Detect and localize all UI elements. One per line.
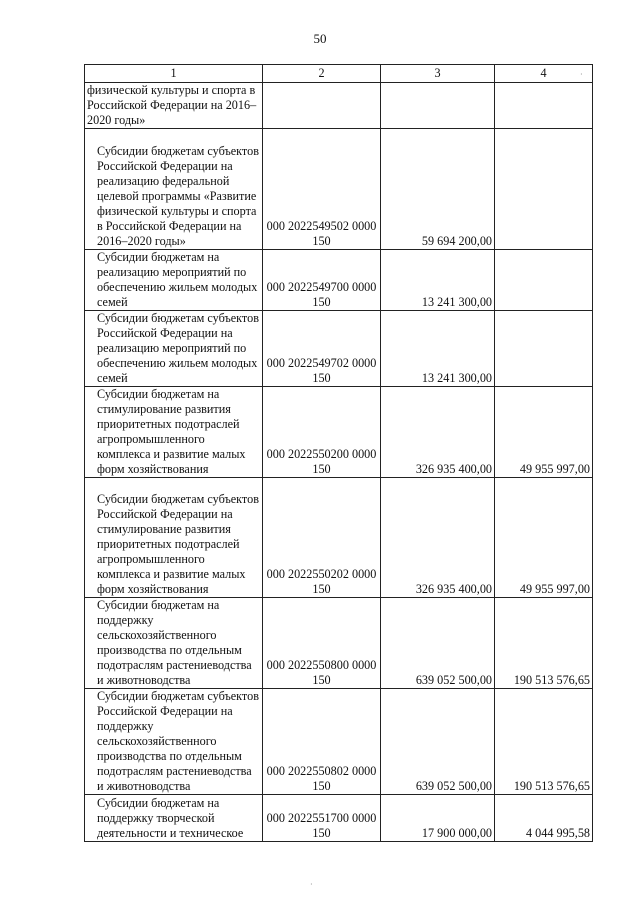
- row-value-2020: [495, 250, 593, 311]
- row-value-2019: 13 241 300,00: [381, 250, 495, 311]
- row-value-2019: 59 694 200,00: [381, 129, 495, 250]
- table-row: [85, 598, 593, 689]
- column-header: 1: [85, 65, 263, 83]
- row-code: 000 2022549702 0000 150: [263, 311, 381, 387]
- row-value-2020: [495, 311, 593, 387]
- row-code: 000 2022550202 0000 150: [263, 478, 381, 598]
- row-code: 000 2022550200 0000 150: [263, 387, 381, 478]
- page-number: 50: [313, 31, 327, 46]
- row-value-2019: 13 241 300,00: [381, 311, 495, 387]
- table-row: [85, 250, 593, 311]
- table-row: [85, 795, 593, 842]
- row-name: Субсидии бюджетам на реализацию мероприятий по обеспечению жильем молодых семей: [97, 250, 258, 309]
- row-value-2020: 4 044 995,58: [495, 795, 593, 842]
- row-value-2020: [495, 83, 593, 129]
- row-code: [263, 83, 381, 129]
- row-name: физической культуры и спорта в Российской Федерации на 2016–2020 годы»: [85, 83, 263, 129]
- row-name: Субсидии бюджетам субъектов Российской Федерации на поддержку сельскохозяйственного производства по отдельным подотраслям растениеводства и животноводства: [97, 689, 259, 793]
- row-name: Субсидии бюджетам субъектов Российской Федерации на реализацию федеральной целевой программы «Развитие физической культуры и спорта в Российской Федерации на 2016–2020 годы»: [97, 144, 259, 248]
- column-header: 2: [263, 65, 381, 83]
- row-value-2019: 639 052 500,00: [381, 689, 495, 795]
- column-header: 3: [381, 65, 495, 83]
- row-value-2019: 639 052 500,00: [381, 598, 495, 689]
- row-value-2020: 49 955 997,00: [495, 387, 593, 478]
- row-name: Субсидии бюджетам на поддержку творческой деятельности и техническое: [97, 796, 244, 840]
- scan-speck: ·: [310, 880, 313, 889]
- budget-table: [84, 64, 593, 842]
- scan-speck: ·: [580, 70, 583, 79]
- table-row: [85, 689, 593, 795]
- column-header: 4: [495, 65, 593, 83]
- row-value-2020: 49 955 997,00: [495, 478, 593, 598]
- table-row: [85, 129, 593, 250]
- row-value-2020: 190 513 576,65: [495, 689, 593, 795]
- table-row: [85, 83, 593, 129]
- table-row: [85, 478, 593, 598]
- row-value-2019: 326 935 400,00: [381, 387, 495, 478]
- row-name: Субсидии бюджетам субъектов Российской Федерации на стимулирование развития приоритетных подотраслей агропромышленного комплекса и развитие малых форм хозяйствования: [97, 492, 259, 596]
- row-code: 000 2022549700 0000 150: [263, 250, 381, 311]
- row-name: Субсидии бюджетам на поддержку сельскохозяйственного производства по отдельным подотраслям растениеводства и животноводства: [97, 598, 252, 687]
- row-value-2020: [495, 129, 593, 250]
- row-value-2020: 190 513 576,65: [495, 598, 593, 689]
- table-row: [85, 387, 593, 478]
- row-name: Субсидии бюджетам на стимулирование развития приоритетных подотраслей агропромышленного комплекса и развитие малых форм хозяйствования: [97, 387, 246, 476]
- header-row: [85, 65, 593, 83]
- table-row: [85, 311, 593, 387]
- row-value-2019: 17 900 000,00: [381, 795, 495, 842]
- row-name: Субсидии бюджетам субъектов Российской Федерации на реализацию мероприятий по обеспечению жильем молодых семей: [97, 311, 259, 385]
- row-value-2019: [381, 83, 495, 129]
- row-code: 000 2022549502 0000 150: [263, 129, 381, 250]
- row-code: 000 2022550800 0000 150: [263, 598, 381, 689]
- row-code: 000 2022551700 0000 150: [263, 795, 381, 842]
- row-code: 000 2022550802 0000 150: [263, 689, 381, 795]
- row-value-2019: 326 935 400,00: [381, 478, 495, 598]
